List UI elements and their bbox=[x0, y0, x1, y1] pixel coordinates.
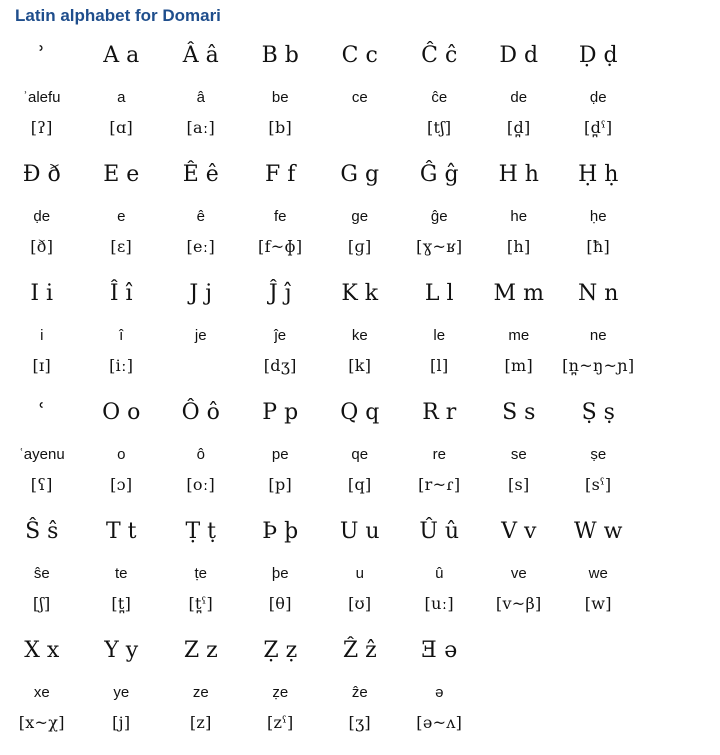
letter-name-cell: he bbox=[510, 208, 528, 225]
letter-group bbox=[0, 38, 720, 157]
letter-cell: K k bbox=[341, 281, 379, 306]
ipa-cell: [ʊ] bbox=[348, 594, 372, 613]
ipa-cell: [h] bbox=[506, 237, 531, 256]
ipa-cell: [t̪] bbox=[111, 594, 132, 613]
letter-cell: Ḍ ḍ bbox=[578, 43, 618, 68]
ipa-cell: [ɣ~ʁ] bbox=[416, 237, 463, 256]
ipa-cell: [n̪~ŋ~ɲ] bbox=[562, 356, 635, 375]
ipa-cell: [ʃ] bbox=[32, 594, 51, 613]
ipa-cell: [uː] bbox=[424, 594, 454, 613]
letter-name-cell: ŝe bbox=[33, 565, 50, 582]
letters-row bbox=[0, 38, 720, 74]
letter-name-cell: a bbox=[117, 89, 126, 106]
ipa-cell bbox=[161, 354, 241, 378]
letter-cell: M m bbox=[493, 281, 544, 306]
letter-name-cell: û bbox=[435, 565, 444, 582]
letter-cell: F f bbox=[265, 162, 296, 187]
ipa-row bbox=[0, 235, 720, 259]
letter-name-cell: de bbox=[510, 89, 528, 106]
letter-cell: N n bbox=[578, 281, 619, 306]
letter-group bbox=[0, 157, 720, 276]
letter-cell: Ê ê bbox=[182, 162, 219, 187]
letter-cell: X x bbox=[24, 638, 60, 663]
letter-group bbox=[0, 633, 720, 752]
ipa-row bbox=[0, 116, 720, 140]
letter-name-cell: se bbox=[510, 446, 527, 463]
letters-row bbox=[0, 633, 720, 669]
letter-name-cell: i bbox=[40, 327, 44, 344]
names-row bbox=[0, 88, 720, 108]
letter-cell: Ĝ ĝ bbox=[419, 162, 459, 187]
letter-cell: A a bbox=[103, 43, 140, 68]
letter-cell: V v bbox=[501, 519, 537, 544]
ipa-cell: [ɑ] bbox=[109, 118, 134, 137]
letter-name-cell: ê bbox=[196, 208, 205, 225]
ipa-cell: [j] bbox=[112, 713, 131, 732]
letter-cell: Ĵ ĵ bbox=[268, 281, 292, 306]
letter-name-cell: e bbox=[117, 208, 126, 225]
ipa-row bbox=[0, 473, 720, 497]
ipa-cell: [t̪ˤ] bbox=[188, 594, 214, 613]
letter-name-cell: ze bbox=[192, 684, 209, 701]
letter-name-cell: qe bbox=[351, 446, 369, 463]
letter-cell: H h bbox=[498, 162, 539, 187]
letter-cell: Đ ð bbox=[22, 162, 61, 187]
alphabet-table bbox=[0, 38, 720, 752]
letter-name-cell: be bbox=[271, 89, 289, 106]
letter-cell: U u bbox=[339, 519, 380, 544]
ipa-cell: [z] bbox=[189, 713, 212, 732]
ipa-cell: [aː] bbox=[186, 118, 216, 137]
ipa-cell: [v~β] bbox=[495, 594, 542, 613]
letter-name-cell: je bbox=[194, 327, 207, 344]
letter-cell bbox=[559, 633, 639, 669]
letters-row bbox=[0, 395, 720, 431]
letters-row bbox=[0, 514, 720, 550]
letter-name-cell: ẑe bbox=[351, 684, 368, 701]
letter-cell: Ḥ ḥ bbox=[578, 162, 619, 187]
letter-cell: Ô ô bbox=[181, 400, 220, 425]
letter-name-cell: þe bbox=[271, 565, 289, 582]
ipa-cell: [l] bbox=[429, 356, 449, 375]
names-row bbox=[0, 207, 720, 227]
ipa-cell: [sˤ] bbox=[585, 475, 612, 494]
letter-name-cell: xe bbox=[33, 684, 50, 701]
letter-cell: Ẓ ẓ bbox=[263, 638, 298, 663]
letter-cell: O o bbox=[102, 400, 141, 425]
letter-cell: S s bbox=[502, 400, 536, 425]
letter-cell: C c bbox=[341, 43, 378, 68]
letter-cell: D d bbox=[499, 43, 539, 68]
letter-cell: Û û bbox=[419, 519, 460, 544]
letter-cell: Ĉ ĉ bbox=[421, 43, 458, 68]
ipa-cell: [oː] bbox=[186, 475, 216, 494]
letter-cell: Â â bbox=[182, 43, 219, 68]
letter-name-cell: ḍe bbox=[589, 89, 607, 106]
letter-name-cell: pe bbox=[271, 446, 289, 463]
letter-name-cell: ʿayenu bbox=[18, 446, 65, 463]
letter-name-cell: â bbox=[196, 89, 205, 106]
ipa-cell: [w] bbox=[584, 594, 612, 613]
ipa-cell: [q] bbox=[347, 475, 372, 494]
names-row bbox=[0, 683, 720, 703]
letter-name-cell: ne bbox=[589, 327, 607, 344]
ipa-cell: [ɛ] bbox=[110, 237, 133, 256]
letter-cell: Ǝ ə bbox=[421, 638, 458, 663]
letter-name-cell: me bbox=[508, 327, 530, 344]
letter-name-cell: ḍe bbox=[33, 208, 51, 225]
ipa-cell: [zˤ] bbox=[266, 713, 294, 732]
letter-name-cell: o bbox=[117, 446, 126, 463]
letter-group bbox=[0, 276, 720, 395]
letter-name-cell: fe bbox=[273, 208, 287, 225]
letter-name-cell: ĉe bbox=[431, 89, 448, 106]
ipa-cell: [r~ɾ] bbox=[418, 475, 461, 494]
letter-cell: Ṭ ṭ bbox=[185, 519, 216, 544]
letter-name-cell: u bbox=[355, 565, 364, 582]
letter-name-cell: ye bbox=[113, 684, 130, 701]
letter-name-cell: ẓe bbox=[272, 684, 289, 701]
letter-cell: P p bbox=[262, 400, 299, 425]
letter-name-cell: ke bbox=[351, 327, 368, 344]
ipa-cell: [ʔ] bbox=[30, 118, 53, 137]
letter-cell bbox=[479, 633, 559, 669]
letter-group bbox=[0, 395, 720, 514]
ipa-cell: [ɪ] bbox=[32, 356, 51, 375]
ipa-row bbox=[0, 592, 720, 616]
page-title: Latin alphabet for Domari bbox=[15, 6, 221, 25]
ipa-cell: [θ] bbox=[268, 594, 292, 613]
ipa-cell: [ʒ] bbox=[348, 713, 371, 732]
ipa-cell: [d̪] bbox=[506, 118, 531, 137]
letter-cell: G g bbox=[340, 162, 380, 187]
letter-name-cell: ĵe bbox=[274, 327, 287, 344]
ipa-cell: [m] bbox=[504, 356, 534, 375]
ipa-cell: [ð] bbox=[30, 237, 54, 256]
letter-name-cell: we bbox=[588, 565, 608, 582]
ipa-cell: [ɡ] bbox=[347, 237, 372, 256]
letter-name-cell bbox=[559, 683, 639, 703]
ipa-row bbox=[0, 354, 720, 378]
letters-row bbox=[0, 276, 720, 312]
ipa-cell: [tʃ] bbox=[427, 118, 452, 137]
names-row bbox=[0, 564, 720, 584]
ipa-cell: [f~ɸ] bbox=[258, 237, 303, 256]
letter-cell: T t bbox=[105, 519, 137, 544]
letter-group bbox=[0, 514, 720, 633]
letter-name-cell: î bbox=[119, 327, 124, 344]
letter-cell: I i bbox=[30, 281, 54, 306]
letter-cell: E e bbox=[103, 162, 140, 187]
letter-name-cell: ə bbox=[435, 684, 444, 701]
letter-cell: R r bbox=[422, 400, 457, 425]
letter-cell: ʾ bbox=[38, 43, 46, 68]
ipa-cell: [b] bbox=[268, 118, 293, 137]
ipa-cell bbox=[559, 711, 639, 735]
letter-name-cell: re bbox=[432, 446, 446, 463]
names-row bbox=[0, 445, 720, 465]
letter-name-cell: ce bbox=[351, 89, 368, 106]
ipa-row bbox=[0, 711, 720, 735]
ipa-cell: [ʕ] bbox=[30, 475, 53, 494]
letter-name-cell: ĝe bbox=[430, 208, 448, 225]
letter-cell: L l bbox=[424, 281, 454, 306]
names-row bbox=[0, 326, 720, 346]
letter-name-cell: ṭe bbox=[194, 565, 207, 582]
letter-cell: J j bbox=[189, 281, 213, 306]
letter-name-cell: ṣe bbox=[590, 446, 607, 463]
letter-name-cell: ʾalefu bbox=[22, 89, 61, 106]
ipa-cell: [s] bbox=[507, 475, 530, 494]
letter-name-cell: ge bbox=[351, 208, 369, 225]
ipa-cell: [ɔ] bbox=[110, 475, 133, 494]
letter-cell: Ŝ ŝ bbox=[25, 519, 59, 544]
letter-name-cell: le bbox=[433, 327, 446, 344]
letter-cell: Y y bbox=[104, 638, 139, 663]
letter-cell: Ẑ ẑ bbox=[342, 638, 377, 663]
ipa-cell: [d̪ˤ] bbox=[584, 118, 613, 137]
ipa-cell: [x~χ] bbox=[18, 713, 65, 732]
letter-cell: ʿ bbox=[38, 400, 46, 425]
letter-cell: B b bbox=[261, 43, 299, 68]
ipa-cell: [k] bbox=[348, 356, 372, 375]
letter-name-cell: ô bbox=[196, 446, 205, 463]
ipa-cell: [p] bbox=[268, 475, 293, 494]
ipa-cell bbox=[479, 711, 559, 735]
letter-cell: Q q bbox=[340, 400, 380, 425]
letter-cell: Î î bbox=[109, 281, 133, 306]
letter-name-cell: ḥe bbox=[589, 208, 607, 225]
letter-name-cell: ve bbox=[510, 565, 527, 582]
letter-name-cell bbox=[479, 683, 559, 703]
letter-cell: Z z bbox=[183, 638, 218, 663]
ipa-cell: [ħ] bbox=[586, 237, 611, 256]
ipa-cell: [iː] bbox=[109, 356, 134, 375]
letters-row bbox=[0, 157, 720, 193]
ipa-cell: [dʒ] bbox=[263, 356, 297, 375]
ipa-cell bbox=[320, 116, 400, 140]
letter-cell: Þ þ bbox=[262, 519, 299, 544]
letter-name-cell: te bbox=[114, 565, 128, 582]
ipa-cell: [eː] bbox=[186, 237, 216, 256]
letter-cell: W w bbox=[574, 519, 623, 544]
letter-cell: Ṣ ṣ bbox=[581, 400, 615, 425]
ipa-cell: [ə~ʌ] bbox=[416, 713, 463, 732]
